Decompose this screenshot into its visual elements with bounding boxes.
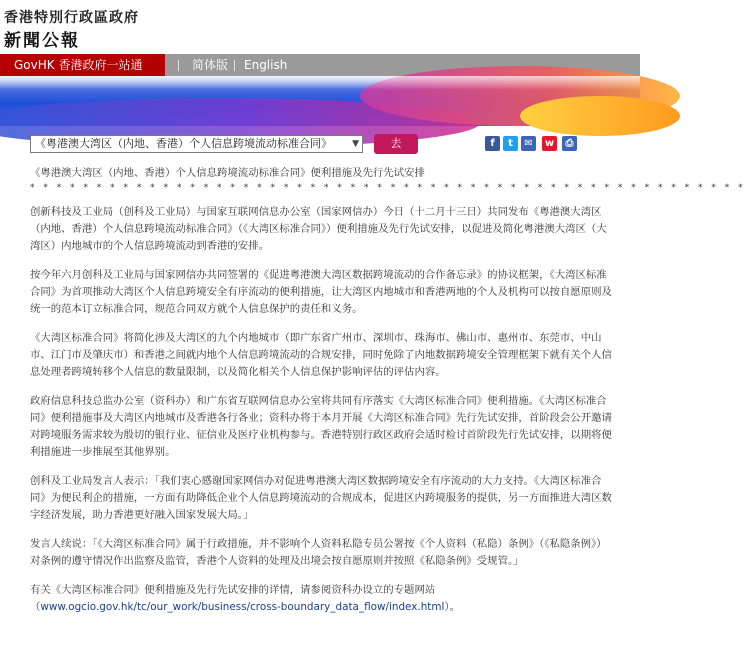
paragraph: 创新科技及工业局（创科及工业局）与国家互联网信息办公室（国家网信办）今日（十二月十三日）共同发布《粤港澳大湾区（内地、香港）个人信息跨境流动标准合同》（《大湾区标准合同》）便利措施及先行先试安排，以促进及简化粤港澳大湾区（大湾区）内地城市的个人信息跨境流动到香港的安排。 (30, 206, 607, 252)
paragraph: 按今年六月创科及工业局与国家网信办共同签署的《促进粤港澳大湾区数据跨境流动的合作备忘录》的协议框架，《大湾区标准合同》为首项推动大湾区个人信息跨境安全有序流动的便利措施，让大湾区内地城市和香港两地的个人及机构可以按自愿原则及统一的范本订立标准合同，规范合同双方就个人信息保护的责任和义务。 (30, 269, 612, 315)
paragraph: 《大湾区标准合同》将简化涉及大湾区的九个内地城市（即广东省广州市、深圳市、珠海市、佛山市、惠州市、东莞市、中山市、江门市及肇庆市）和香港之间就内地个人信息跨境流动的合规安排，同时免除了内地数据跨境安全管理框架下就有关个人信息处理者跨境转移个人信息的数量限制，以及简化相关个人信息保护影响评估的评估内容。 (30, 332, 612, 378)
press-releases-title[interactable]: 新聞公報 (4, 31, 80, 51)
site-header (0, 0, 640, 50)
article-title: 《粤港澳大湾区（内地、香港）个人信息跨境流动标准合同》便利措施及先行先试安排 (30, 167, 425, 179)
paragraph: 创科及工业局发言人表示：「我们衷心感谢国家网信办对促进粤港澳大湾区数据跨境安全有序流动的大力支持。《大湾区标准合同》为便民利企的措施，一方面有助降低企业个人信息跨境流动的合规成本，促进区内跨境服务的提供，另一方面推进大湾区数字经济发展，助力香港更好融入国家发展大局。」 (30, 475, 612, 521)
facebook-icon[interactable]: f (485, 136, 500, 151)
weibo-icon[interactable]: w (542, 136, 557, 151)
header-banner (0, 76, 640, 126)
paragraph (30, 582, 612, 616)
twitter-icon[interactable]: t (503, 136, 518, 151)
select-value: 《粤港澳大湾区（内地、香港）个人信息跨境流动标准合同》 (35, 137, 332, 150)
title-divider: * * * * * * * * * * * * * * * * * * * * * * * * * * * * * * * * * * * * * * * * * * * * * * * * * * * * * * (30, 183, 746, 193)
go-button[interactable]: 去 (374, 134, 418, 154)
thematic-website-link[interactable]: （www.ogcio.gov.hk/tc/our_work/business/cross-boundary_data_flow/index.html） (30, 601, 450, 613)
mail-icon[interactable]: ✉ (521, 136, 536, 151)
paragraph: 政府信息科技总监办公室（资科办）和广东省互联网信息办公室将共同有序落实《大湾区标准合同》便利措施。《大湾区标准合同》便利措施事及大湾区内地城市及香港各行各业；资科办将于本月开展《大湾区标准合同》先行先试安排，首阶段会公开邀请对跨境服务需求较为殷切的银行业、征信业及医疗业机构参与。香港特别行政区政府会适时检讨首阶段先行先试安排，以期将便利措施进一步推展至其他界别。 (30, 395, 612, 458)
government-title: 香港特別行政區政府 (4, 10, 139, 26)
english-link[interactable]: English (244, 58, 288, 72)
print-icon[interactable]: ⎙ (562, 136, 577, 151)
chevron-down-icon: ▼ (352, 139, 359, 149)
related-articles-select[interactable] (30, 135, 363, 153)
article-toolbar (0, 134, 640, 156)
paragraph-end: 。 (449, 601, 460, 613)
simplified-chinese-link[interactable]: 简体版 (192, 58, 229, 72)
govhk-link[interactable]: GovHK 香港政府一站通 (0, 54, 165, 76)
nav-divider (178, 60, 179, 71)
nav-divider (234, 60, 235, 71)
article-body (30, 165, 746, 628)
paragraph-text: 有关《大湾区标准合同》便利措施及先行先试安排的详情，请参阅资科办设立的专题网站 (30, 584, 436, 596)
paragraph: 发言人续说：「《大湾区标准合同》属于行政措施，并不影响个人资料私隐专员公署按《个人资料（私隐）条例》（《私隐条例》）对条例的遵守情况作出监察及监管，香港个人资料的处理及出境会按自愿原则并按照《私隐条例》受规管。」 (30, 538, 607, 567)
